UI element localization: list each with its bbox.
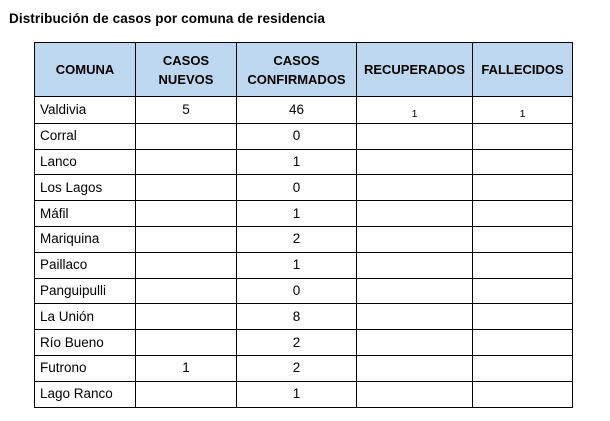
cell-casos-confirmados: 1 — [237, 201, 357, 227]
header-casos-confirmados-line2: CONFIRMADOS — [247, 71, 346, 87]
table-row — [35, 381, 573, 407]
cell-fallecidos — [473, 355, 573, 381]
cell-fallecidos — [473, 304, 573, 330]
table-row — [35, 226, 573, 252]
cell-casos-nuevos — [136, 278, 237, 304]
cell-casos-nuevos — [136, 226, 237, 252]
table-row — [35, 97, 573, 124]
table-row — [35, 201, 573, 227]
cell-casos-confirmados: 0 — [237, 175, 357, 201]
table-row — [35, 252, 573, 278]
cell-casos-nuevos — [136, 252, 237, 278]
header-row — [35, 43, 573, 97]
cell-casos-nuevos: 1 — [136, 355, 237, 381]
cell-casos-nuevos: 5 — [136, 97, 237, 124]
table-row — [35, 304, 573, 330]
header-casos-confirmados-line1: CASOS — [273, 52, 320, 68]
table-row — [35, 123, 573, 149]
cell-fallecidos — [473, 149, 573, 175]
cell-recuperados: 1 — [357, 97, 473, 124]
cell-recuperados — [357, 355, 473, 381]
cell-fallecidos — [473, 381, 573, 407]
header-comuna-label: COMUNA — [55, 62, 115, 77]
cell-recuperados — [357, 226, 473, 252]
cell-fallecidos — [473, 330, 573, 356]
cell-comuna: Mariquina — [35, 226, 136, 252]
cell-casos-confirmados: 0 — [237, 278, 357, 304]
header-recuperados — [357, 43, 473, 97]
cell-recuperados — [357, 330, 473, 356]
cell-recuperados — [357, 175, 473, 201]
header-fallecidos-label: FALLECIDOS — [481, 62, 564, 77]
cell-comuna: Corral — [35, 123, 136, 149]
cell-recuperados — [357, 304, 473, 330]
cell-comuna: Valdivia — [35, 97, 136, 124]
cell-comuna: Máfil — [35, 201, 136, 227]
cell-comuna: La Unión — [35, 304, 136, 330]
cell-comuna: Panguipulli — [35, 278, 136, 304]
cell-fallecidos — [473, 123, 573, 149]
table-row — [35, 278, 573, 304]
cell-casos-nuevos — [136, 330, 237, 356]
cell-fallecidos — [473, 226, 573, 252]
cell-fallecidos — [473, 175, 573, 201]
header-comuna — [35, 43, 136, 97]
cell-recuperados — [357, 123, 473, 149]
cell-casos-nuevos — [136, 201, 237, 227]
cell-fallecidos — [473, 201, 573, 227]
cell-recuperados — [357, 201, 473, 227]
cell-comuna: Río Bueno — [35, 330, 136, 356]
cell-fallecidos: 1 — [473, 97, 573, 124]
header-casos-confirmados — [237, 43, 357, 97]
cell-recuperados — [357, 252, 473, 278]
table-title: Distribución de casos por comuna de residencia — [9, 11, 325, 26]
cell-casos-confirmados: 1 — [237, 149, 357, 175]
cell-casos-confirmados: 2 — [237, 330, 357, 356]
cell-recuperados — [357, 149, 473, 175]
table-row — [35, 175, 573, 201]
cases-table — [34, 42, 573, 408]
cell-casos-nuevos — [136, 123, 237, 149]
cell-recuperados — [357, 278, 473, 304]
cell-comuna: Paillaco — [35, 252, 136, 278]
cell-casos-nuevos — [136, 304, 237, 330]
header-casos-nuevos-line2: NUEVOS — [158, 71, 214, 87]
cell-casos-nuevos — [136, 175, 237, 201]
cell-casos-confirmados: 0 — [237, 123, 357, 149]
header-casos-nuevos — [136, 43, 237, 97]
header-recuperados-label: RECUPERADOS — [363, 62, 466, 77]
cell-comuna: Lanco — [35, 149, 136, 175]
cell-casos-confirmados: 2 — [237, 226, 357, 252]
cell-casos-nuevos — [136, 149, 237, 175]
cell-casos-confirmados: 1 — [237, 381, 357, 407]
cell-comuna: Futrono — [35, 355, 136, 381]
cell-casos-confirmados: 1 — [237, 252, 357, 278]
cell-comuna: Los Lagos — [35, 175, 136, 201]
cell-casos-confirmados: 2 — [237, 355, 357, 381]
table-row — [35, 149, 573, 175]
cell-recuperados — [357, 381, 473, 407]
header-fallecidos — [473, 43, 573, 97]
cell-fallecidos — [473, 278, 573, 304]
table-row — [35, 330, 573, 356]
cell-casos-confirmados: 46 — [237, 97, 357, 124]
cell-fallecidos — [473, 252, 573, 278]
header-casos-nuevos-line1: CASOS — [162, 52, 210, 68]
cell-casos-confirmados: 8 — [237, 304, 357, 330]
cell-casos-nuevos — [136, 381, 237, 407]
table-row — [35, 355, 573, 381]
cell-comuna: Lago Ranco — [35, 381, 136, 407]
